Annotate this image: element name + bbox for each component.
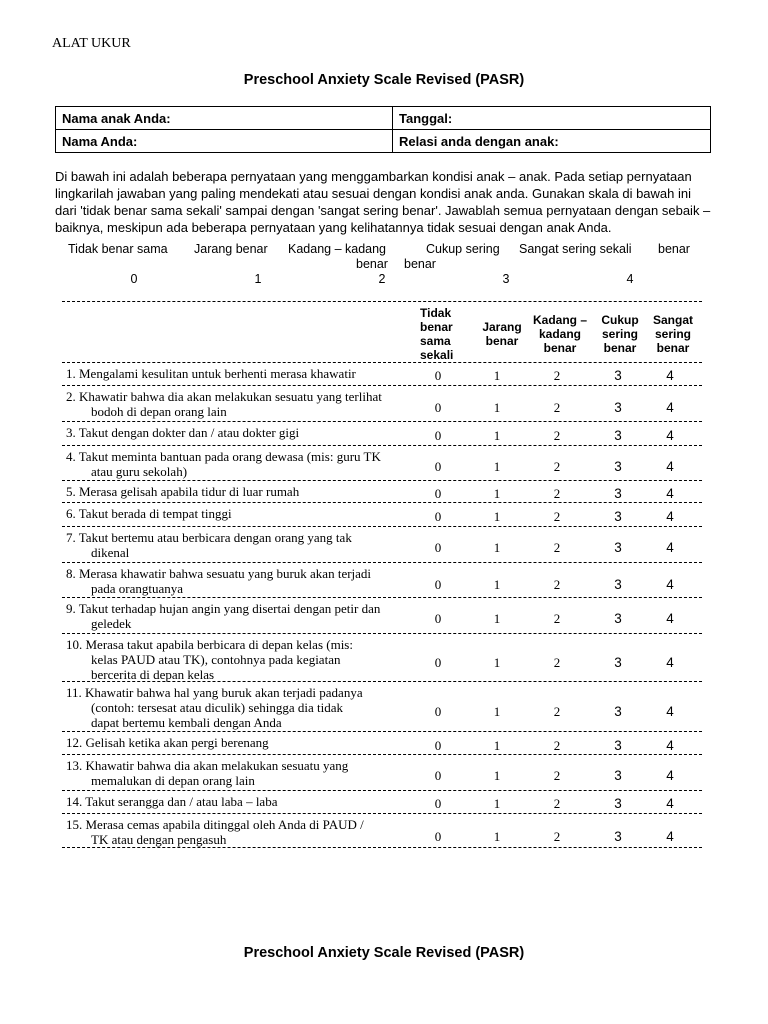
question-line-continued: dikenal (91, 545, 130, 560)
question-text (66, 366, 426, 381)
question-line-continued: atau guru sekolah) (91, 464, 188, 479)
row-divider (62, 731, 702, 732)
question-line: 14. Takut serangga dan / atau laba – laba (66, 794, 278, 809)
answer-option-1[interactable]: 1 (493, 509, 501, 524)
page-title: Preschool Anxiety Scale Revised (PASR) (243, 72, 525, 88)
question-line: 8. Merasa khawatir bahwa sesuatu yang buruk akan terjadi (66, 566, 372, 581)
question-line: 4. Takut meminta bantuan pada orang dewasa (mis: guru TK (66, 449, 381, 464)
row-divider (62, 790, 702, 791)
question-line: 15. Merasa cemas apabila ditinggal oleh Anda di PAUD / (66, 817, 364, 832)
answer-option-0[interactable]: 0 (434, 400, 442, 415)
question-line: 9. Takut terhadap hujan angin yang disertai dengan petir dan (66, 601, 381, 616)
answer-option-4[interactable]: 4 (666, 577, 674, 592)
question-line: 1. Mengalami kesulitan untuk berhenti merasa khawatir (66, 366, 356, 381)
question-text (66, 566, 426, 596)
answer-option-4[interactable]: 4 (666, 611, 674, 626)
question-line: 13. Khawatir bahwa dia akan melakukan sesuatu yang (66, 758, 349, 773)
answer-option-1[interactable]: 1 (493, 768, 501, 783)
answer-option-1[interactable]: 1 (493, 368, 501, 383)
question-line-continued: pada orangtuanya (91, 581, 184, 596)
answer-option-1[interactable]: 1 (493, 459, 501, 474)
scale-label-2: Kadang – kadang (288, 242, 387, 256)
question-text (66, 817, 426, 847)
question-line-continued: kelas PAUD atau TK), contohnya pada kegiatan (91, 652, 341, 667)
instructions: Di bawah ini adalah beberapa pernyataan yang menggambarkan kondisi anak – anak. Pada setiap pernyataan lingkarilah jawaban yang paling mendekati atau sesuai dengan kondisi anak anda. Gunakan skala di bawah ini dari 'tidak benar sama sekali' sampai dengan 'sangat sering benar'. Jawablah semua pernyataan dengan sebaik – baiknya, meskipun ada beberapa pernyataan yang kelihatannya tidak sesuai dengan anak Anda. (55, 169, 711, 235)
answer-option-2[interactable]: 2 (553, 459, 561, 474)
row-divider (62, 421, 702, 422)
answer-option-1[interactable]: 1 (493, 704, 501, 719)
answer-option-4[interactable]: 4 (666, 768, 674, 783)
row-divider (62, 362, 702, 363)
answer-option-2[interactable]: 2 (553, 768, 561, 783)
answer-option-3[interactable]: 3 (614, 428, 622, 443)
question-line: 10. Merasa takut apabila berbicara di depan kelas (mis: (66, 637, 353, 652)
scale-number: 0 (130, 272, 138, 286)
answer-option-1[interactable]: 1 (493, 796, 501, 811)
answer-option-1[interactable]: 1 (493, 400, 501, 415)
question-text (66, 506, 426, 521)
answer-option-0[interactable]: 0 (434, 368, 442, 383)
answer-option-4[interactable]: 4 (666, 829, 674, 844)
answer-option-4[interactable]: 4 (666, 509, 674, 524)
header-label: ALAT UKUR (52, 36, 131, 51)
column-header-4: Sangat sering benar (652, 313, 693, 355)
row-divider (62, 526, 702, 527)
answer-option-4[interactable]: 4 (666, 738, 674, 753)
answer-option-2[interactable]: 2 (553, 368, 561, 383)
question-text (66, 425, 426, 440)
answer-option-4[interactable]: 4 (666, 368, 674, 383)
scale-number: 3 (502, 272, 510, 286)
row-divider (62, 445, 702, 446)
answer-option-2[interactable]: 2 (553, 400, 561, 415)
answer-option-1[interactable]: 1 (493, 428, 501, 443)
answer-option-3[interactable]: 3 (614, 368, 622, 383)
question-line-continued: geledek (91, 616, 132, 631)
answer-option-2[interactable]: 2 (553, 486, 561, 501)
answer-option-0[interactable]: 0 (434, 704, 442, 719)
answer-option-2[interactable]: 2 (553, 655, 561, 670)
answer-option-1[interactable]: 1 (493, 738, 501, 753)
question-text (66, 685, 426, 730)
scale-number: 2 (378, 272, 386, 286)
answer-option-0[interactable]: 0 (434, 738, 442, 753)
question-line-continued: TK atau dengan pengasuh (91, 832, 227, 847)
scale-label-3: Cukup sering (426, 242, 500, 256)
question-line: 6. Takut berada di tempat tinggi (66, 506, 232, 521)
question-text (66, 389, 426, 419)
question-text (66, 758, 426, 788)
row-divider (62, 754, 702, 755)
question-line: 7. Takut bertemu atau berbicara dengan orang yang tak (66, 530, 352, 545)
column-header-3: Cukup sering benar (601, 313, 639, 355)
question-text (66, 484, 426, 499)
question-line-continued: bodoh di depan orang lain (91, 404, 227, 419)
column-header-1: Jarang benar (482, 320, 522, 348)
answer-option-4[interactable]: 4 (666, 704, 674, 719)
row-divider (62, 847, 702, 848)
answer-option-3[interactable]: 3 (614, 459, 622, 474)
question-text (66, 735, 426, 750)
scale-number: 1 (254, 272, 262, 286)
question-text (66, 530, 426, 560)
question-line: 3. Takut dengan dokter dan / atau dokter gigi (66, 425, 300, 440)
your-name-field[interactable]: Nama Anda: (56, 130, 393, 153)
answer-option-3[interactable]: 3 (614, 577, 622, 592)
answer-option-3[interactable]: 3 (614, 738, 622, 753)
answer-option-0[interactable]: 0 (434, 577, 442, 592)
question-line-continued: memalukan di depan orang lain (91, 773, 255, 788)
column-header-0: Tidak benar sama sekali (420, 306, 454, 362)
scale-label-3b: benar (404, 257, 436, 271)
answer-option-4[interactable]: 4 (666, 459, 674, 474)
answer-option-0[interactable]: 0 (434, 459, 442, 474)
answer-option-1[interactable]: 1 (493, 486, 501, 501)
question-line-continued: dapat bertemu kembali dengan Anda (91, 715, 282, 730)
answer-option-4[interactable]: 4 (666, 486, 674, 501)
answer-option-3[interactable]: 3 (614, 509, 622, 524)
scale-label-0: Tidak benar sama (68, 242, 168, 256)
question-line-continued: bercerita di depan kelas (91, 667, 215, 682)
answer-option-2[interactable]: 2 (553, 509, 561, 524)
child-name-field[interactable]: Nama anak Anda: (56, 107, 393, 130)
answer-option-3[interactable]: 3 (614, 768, 622, 783)
answer-option-0[interactable]: 0 (434, 486, 442, 501)
answer-option-1[interactable]: 1 (493, 611, 501, 626)
row-divider (62, 597, 702, 598)
answer-option-2[interactable]: 2 (553, 540, 561, 555)
answer-option-4[interactable]: 4 (666, 400, 674, 415)
row-divider (62, 385, 702, 386)
scale-label-2b: benar (356, 257, 388, 271)
question-text (66, 794, 426, 809)
answer-option-1[interactable]: 1 (493, 655, 501, 670)
relation-field[interactable]: Relasi anda dengan anak: (393, 130, 711, 153)
answer-option-4[interactable]: 4 (666, 796, 674, 811)
answer-option-3[interactable]: 3 (614, 655, 622, 670)
question-line: 12. Gelisah ketika akan pergi berenang (66, 735, 269, 750)
scale-label-1: Jarang benar (194, 242, 268, 256)
answer-option-1[interactable]: 1 (493, 829, 501, 844)
answer-option-3[interactable]: 3 (614, 540, 622, 555)
scale-number: 4 (626, 272, 634, 286)
row-divider (62, 480, 702, 481)
answer-option-3[interactable]: 3 (614, 829, 622, 844)
answer-option-2[interactable]: 2 (553, 704, 561, 719)
question-line: 11. Khawatir bahwa hal yang buruk akan terjadi padanya (66, 685, 363, 700)
row-divider (62, 562, 702, 563)
answer-option-0[interactable]: 0 (434, 509, 442, 524)
answer-option-0[interactable]: 0 (434, 611, 442, 626)
row-divider (62, 813, 702, 814)
answer-option-0[interactable]: 0 (434, 655, 442, 670)
answer-option-1[interactable]: 1 (493, 577, 501, 592)
question-text (66, 601, 426, 631)
question-line: 2. Khawatir bahwa dia akan melakukan sesuatu yang terlihat (66, 389, 382, 404)
scale-label-4b: benar (658, 242, 690, 256)
answer-option-3[interactable]: 3 (614, 486, 622, 501)
footer-title: Preschool Anxiety Scale Revised (PASR) (243, 945, 525, 961)
answer-option-0[interactable]: 0 (434, 428, 442, 443)
answer-option-0[interactable]: 0 (434, 768, 442, 783)
column-header-2: Kadang – kadang benar (532, 313, 587, 355)
question-line: 5. Merasa gelisah apabila tidur di luar rumah (66, 484, 300, 499)
answer-option-3[interactable]: 3 (614, 796, 622, 811)
question-line-continued: (contoh: tersesat atau diculik) sehingga dia tidak (91, 700, 343, 715)
answer-option-2[interactable]: 2 (553, 796, 561, 811)
answer-option-2[interactable]: 2 (553, 611, 561, 626)
divider (62, 301, 702, 302)
scale-label-4: Sangat sering sekali (519, 242, 632, 256)
info-form (55, 106, 711, 153)
date-field[interactable]: Tanggal: (393, 107, 711, 130)
answer-option-3[interactable]: 3 (614, 400, 622, 415)
answer-option-0[interactable]: 0 (434, 540, 442, 555)
answer-option-4[interactable]: 4 (666, 655, 674, 670)
answer-option-3[interactable]: 3 (614, 611, 622, 626)
question-text (66, 637, 426, 682)
answer-option-2[interactable]: 2 (553, 738, 561, 753)
row-divider (62, 502, 702, 503)
question-text (66, 449, 426, 479)
answer-option-4[interactable]: 4 (666, 540, 674, 555)
answer-option-2[interactable]: 2 (553, 428, 561, 443)
answer-option-1[interactable]: 1 (493, 540, 501, 555)
answer-option-3[interactable]: 3 (614, 704, 622, 719)
row-divider (62, 633, 702, 634)
answer-option-4[interactable]: 4 (666, 428, 674, 443)
answer-option-2[interactable]: 2 (553, 577, 561, 592)
answer-option-2[interactable]: 2 (553, 829, 561, 844)
answer-option-0[interactable]: 0 (434, 796, 442, 811)
answer-option-0[interactable]: 0 (434, 829, 442, 844)
